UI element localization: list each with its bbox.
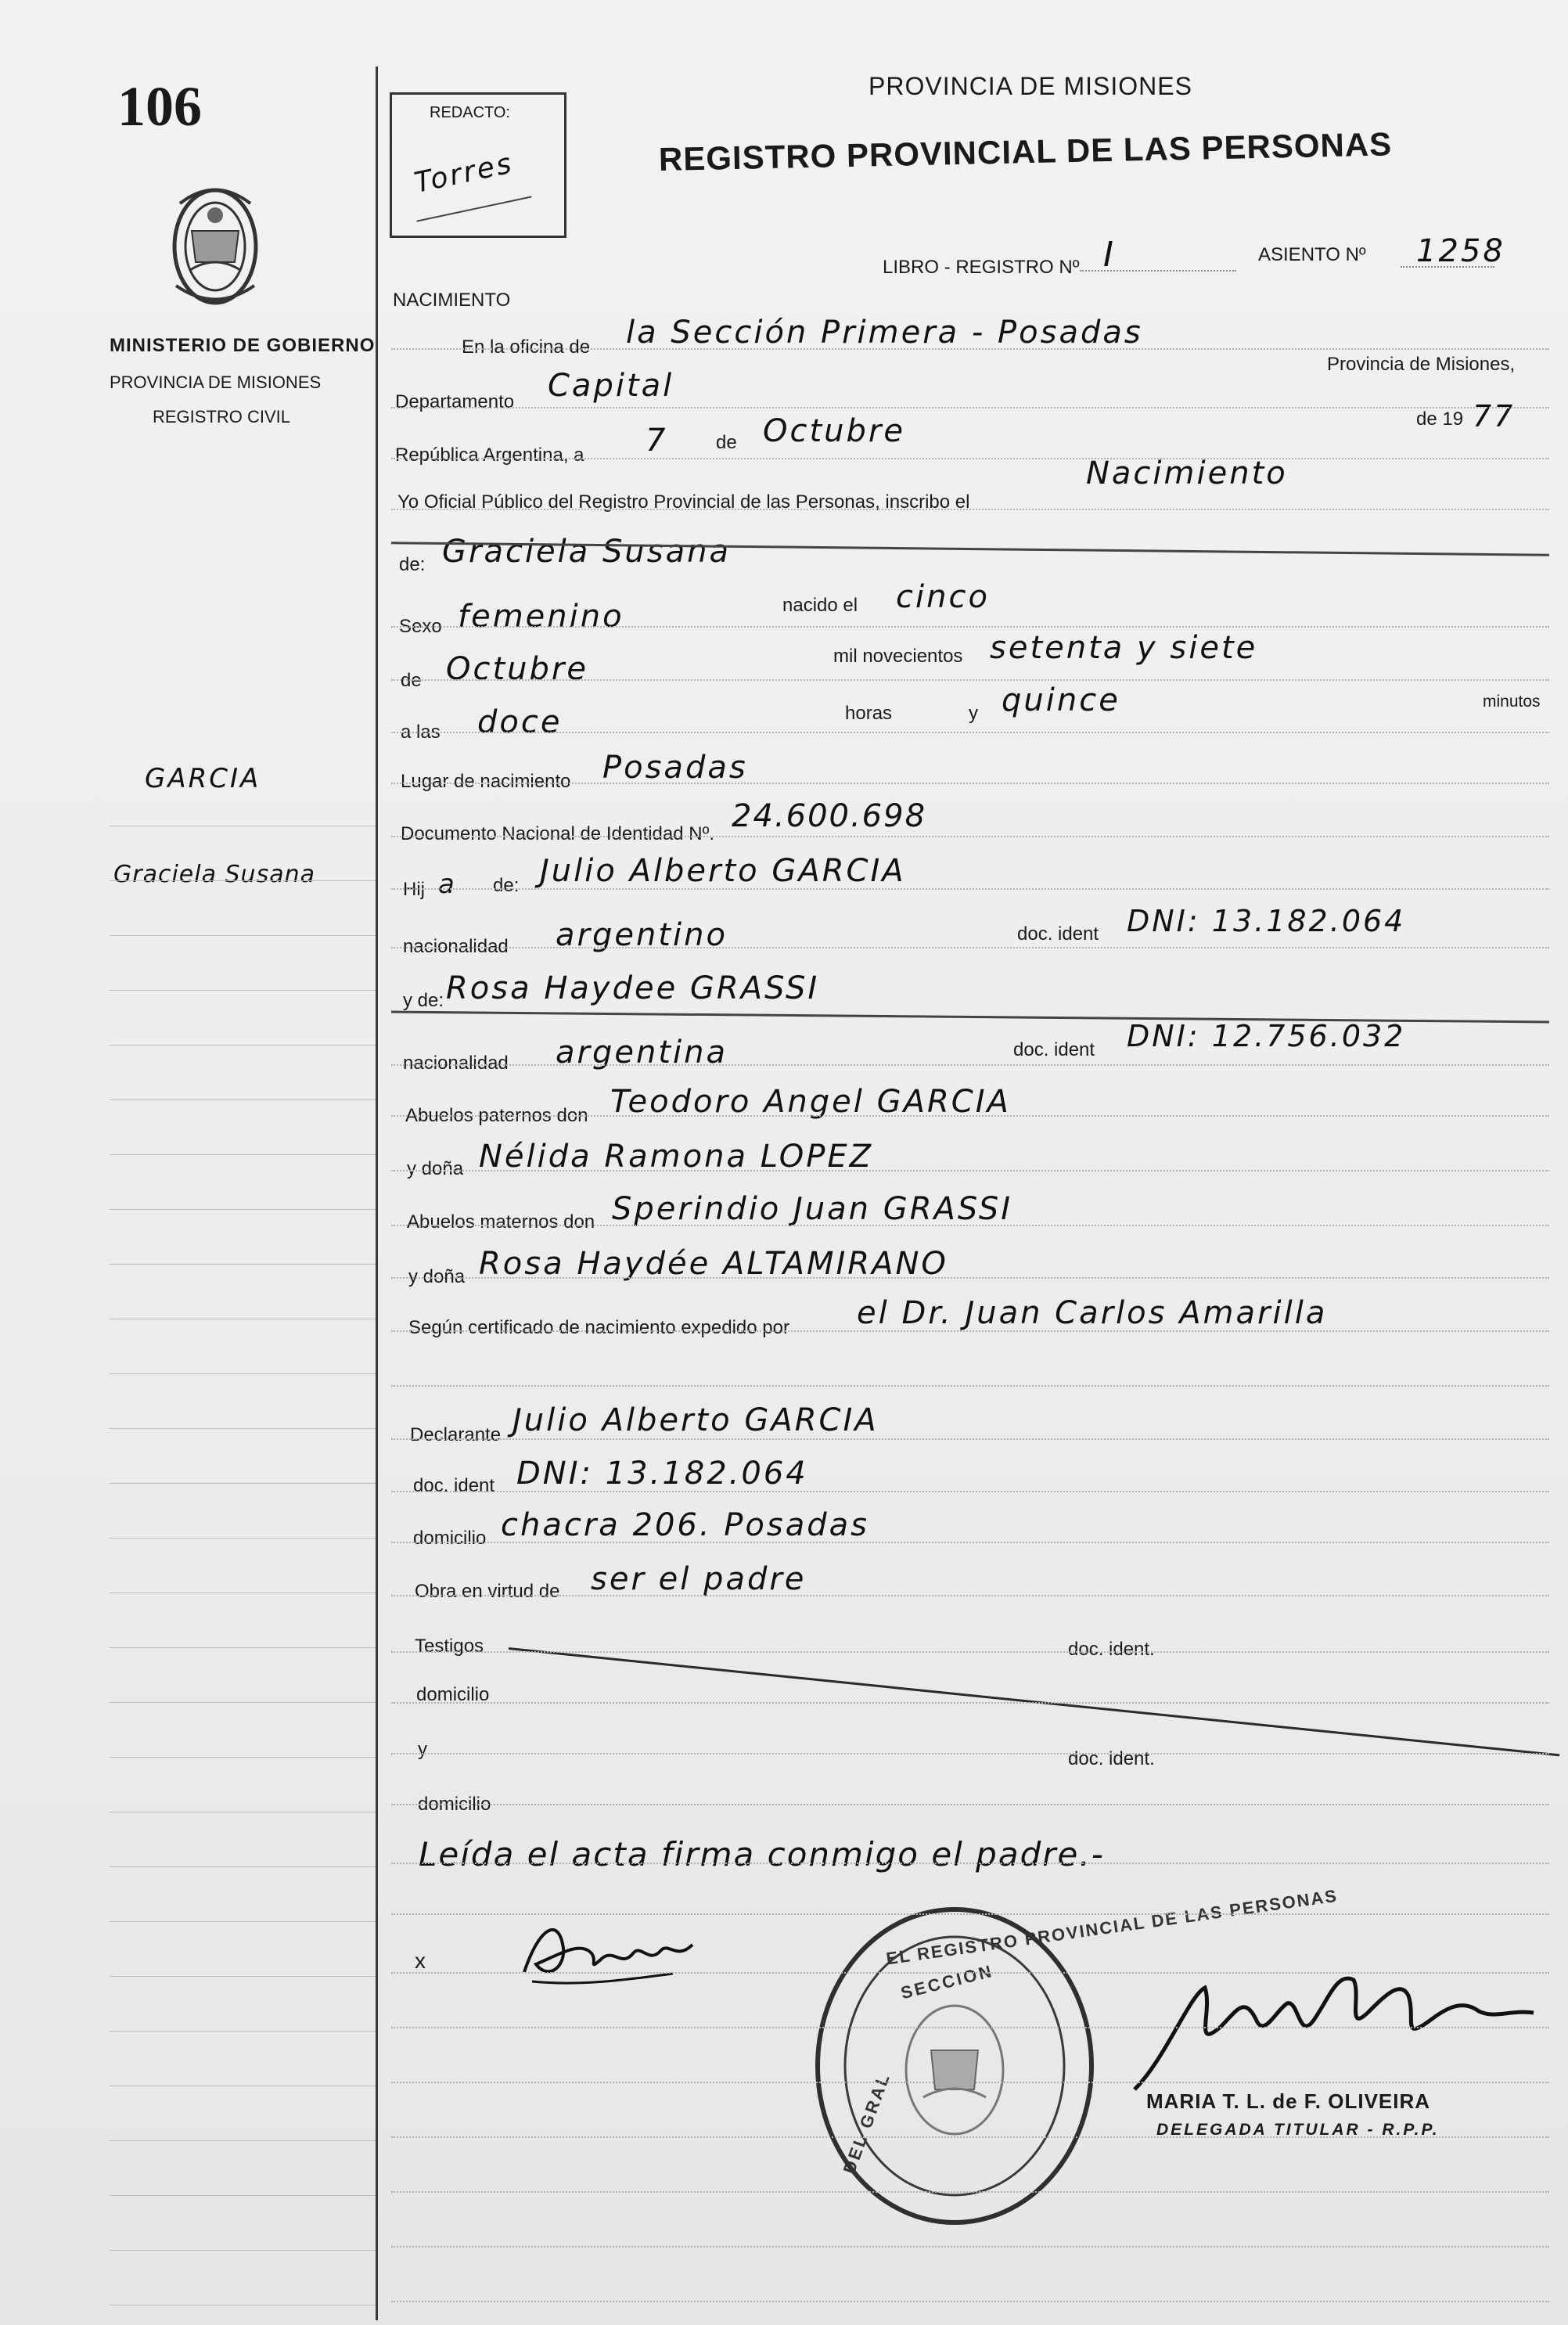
asiento-value: 1258 xyxy=(1416,233,1505,269)
margin-ruled-line xyxy=(110,1976,376,1977)
sex-value: femenino xyxy=(458,599,624,635)
child-label: Hij xyxy=(403,879,425,900)
dni-label: Documento Nacional de Identidad Nº. xyxy=(401,823,715,844)
acts-by-value: ser el padre xyxy=(591,1561,807,1597)
minutes-label: minutos xyxy=(1483,693,1541,711)
margin-ruled-line xyxy=(110,1866,376,1867)
margin-ruled-line xyxy=(110,880,376,881)
margin-ruled-line xyxy=(110,1483,376,1484)
body-ruled-line xyxy=(391,1438,1549,1440)
body-ruled-line xyxy=(391,1542,1549,1543)
month-value: Octubre xyxy=(763,413,905,449)
father-doc-label: doc. ident xyxy=(1017,923,1099,945)
office-label: En la oficina de xyxy=(462,337,591,358)
body-ruled-line xyxy=(391,626,1549,628)
margin-ruled-line xyxy=(110,2031,376,2032)
body-ruled-line xyxy=(391,1972,1549,1974)
body-ruled-line xyxy=(391,1702,1549,1704)
body-ruled-line xyxy=(391,2136,1549,2138)
redacto-label: REDACTO: xyxy=(430,104,510,121)
libro-value: I xyxy=(1103,235,1116,275)
body-ruled-line xyxy=(391,1491,1549,1492)
declarant-doc: DNI: 13.182.064 xyxy=(516,1456,808,1492)
margin-surname: GARCIA xyxy=(145,763,261,794)
stamp-outer-text: EL REGISTRO PROVINCIAL DE LAS PERSONAS xyxy=(885,1885,1340,1969)
header-title: REGISTRO PROVINCIAL DE LAS PERSONAS xyxy=(658,125,1393,178)
act-type-label: NACIMIENTO xyxy=(393,290,511,311)
ministry-province: PROVINCIA DE MISIONES xyxy=(110,373,322,392)
and-of-label: y de: xyxy=(403,990,444,1011)
republic-label: República Argentina, a xyxy=(395,444,584,466)
body-ruled-line xyxy=(391,1595,1549,1596)
born-month-value: Octubre xyxy=(446,651,588,687)
dni-value: 24.600.698 xyxy=(732,798,927,834)
domicile-label: domicilio xyxy=(413,1528,487,1549)
redacto-value: Torres xyxy=(412,147,516,200)
stamp-inner-text: SECCION xyxy=(898,1960,996,2003)
body-ruled-line xyxy=(391,888,1549,890)
margin-ruled-line xyxy=(110,990,376,991)
witness-domicile-label-2: domicilio xyxy=(418,1794,491,1815)
declarant-value: Julio Alberto GARCIA xyxy=(512,1402,879,1438)
maternal-grandfather: Sperindio Juan GRASSI xyxy=(612,1191,1013,1227)
mother-doc: DNI: 12.756.032 xyxy=(1127,1019,1406,1053)
margin-ruled-line xyxy=(110,2195,376,2196)
at-label: a las xyxy=(401,722,441,743)
body-ruled-line xyxy=(391,1277,1549,1279)
ministry-label: MINISTERIO DE GOBIERNO xyxy=(110,335,376,356)
witnesses-label: Testigos xyxy=(415,1636,484,1657)
body-ruled-line xyxy=(391,2082,1549,2083)
civil-registry-label: REGISTRO CIVIL xyxy=(153,407,291,426)
redacto-box xyxy=(390,92,566,238)
declarant-doc-label: doc. ident xyxy=(413,1475,495,1496)
asiento-label: ASIENTO Nº xyxy=(1258,244,1366,265)
margin-ruled-line xyxy=(110,1209,376,1210)
born-month-label: de xyxy=(401,670,422,691)
father-doc: DNI: 13.182.064 xyxy=(1127,904,1406,938)
body-ruled-line xyxy=(391,947,1549,948)
paternal-grandfather: Teodoro Angel GARCIA xyxy=(610,1084,1011,1120)
margin-ruled-line xyxy=(110,2250,376,2251)
hour-value: doce xyxy=(477,704,563,740)
sex-label: Sexo xyxy=(399,616,442,637)
body-ruled-line xyxy=(391,836,1549,837)
body-ruled-line xyxy=(391,783,1549,784)
body-ruled-line xyxy=(391,2027,1549,2028)
body-ruled-line xyxy=(391,1115,1549,1117)
witness-doc-label-1: doc. ident. xyxy=(1068,1639,1155,1660)
body-ruled-line xyxy=(391,407,1549,408)
body-ruled-line xyxy=(391,1225,1549,1226)
child-of-label: de: xyxy=(493,875,520,896)
born-day-value: cinco xyxy=(896,579,990,615)
margin-given-names: Graciela Susana xyxy=(113,861,315,888)
mother-nationality-label: nacionalidad xyxy=(403,1053,509,1074)
department-value: Capital xyxy=(548,368,674,404)
margin-ruled-line xyxy=(110,1264,376,1265)
body-ruled-line xyxy=(391,2246,1549,2248)
margin-ruled-line xyxy=(110,1538,376,1539)
body-ruled-line xyxy=(391,1913,1549,1915)
body-ruled-line xyxy=(391,1385,1549,1387)
body-ruled-line xyxy=(391,732,1549,733)
province-label: Provincia de Misiones, xyxy=(1327,354,1516,375)
header-province: PROVINCIA DE MISIONES xyxy=(869,72,1192,100)
margin-ruled-line xyxy=(110,1921,376,1922)
paternal-dona-label: y doña xyxy=(407,1158,464,1179)
declarant-signature-icon xyxy=(516,1909,704,1996)
certificate-value: el Dr. Juan Carlos Amarilla xyxy=(857,1295,1328,1331)
libro-label: LIBRO - REGISTRO Nº xyxy=(883,257,1080,278)
year-label: de 19 xyxy=(1416,408,1464,430)
stamp-side-text: DEL GRAL xyxy=(839,2069,894,2177)
margin-ruled-line xyxy=(110,1428,376,1429)
y-label: y xyxy=(969,703,978,724)
witness-domicile-label-1: domicilio xyxy=(416,1684,490,1705)
body-ruled-line xyxy=(391,509,1549,510)
mother-doc-label: doc. ident xyxy=(1013,1039,1095,1060)
coat-of-arms-icon xyxy=(160,176,270,317)
maternal-label: Abuelos maternos don xyxy=(407,1211,595,1233)
maternal-dona-label: y doña xyxy=(408,1266,466,1287)
hours-label: horas xyxy=(845,703,893,724)
witness-y-label: y xyxy=(418,1739,427,1760)
name-value: Graciela Susana xyxy=(442,534,731,570)
acts-by-label: Obra en virtud de xyxy=(415,1581,560,1602)
birthplace-value: Posadas xyxy=(602,750,748,786)
margin-ruled-line xyxy=(110,1373,376,1374)
office-value: la Sección Primera - Posadas xyxy=(626,315,1143,351)
born-label: nacido el xyxy=(782,595,858,616)
body-ruled-line xyxy=(391,679,1549,681)
body-ruled-line xyxy=(391,458,1549,459)
officer-value: Nacimiento xyxy=(1086,455,1288,491)
mother-nationality: argentina xyxy=(556,1035,728,1071)
father-value: Julio Alberto GARCIA xyxy=(540,853,906,889)
body-ruled-line xyxy=(391,1064,1549,1066)
mother-value: Rosa Haydee GRASSI xyxy=(446,970,820,1006)
official-signature-icon xyxy=(1119,1964,1541,2105)
officer-label: Yo Oficial Público del Registro Provincial de las Personas, inscribo el xyxy=(397,491,970,513)
margin-ruled-line xyxy=(110,1702,376,1703)
paternal-label: Abuelos paternos don xyxy=(405,1105,588,1126)
closing-note: Leída el acta firma conmigo el padre.- xyxy=(419,1835,1105,1873)
declarant-label: Declarante xyxy=(410,1424,502,1445)
paternal-grandmother: Nélida Ramona LOPEZ xyxy=(479,1139,874,1175)
thousand-label: mil novecientos xyxy=(833,646,963,667)
body-ruled-line xyxy=(391,1651,1549,1653)
year-value: 77 xyxy=(1473,399,1516,434)
department-label: Departamento xyxy=(395,391,515,412)
witness-doc-label-2: doc. ident. xyxy=(1068,1748,1155,1769)
margin-ruled-line xyxy=(110,1647,376,1648)
margin-ruled-line xyxy=(110,935,376,936)
of-label: de: xyxy=(399,554,426,575)
margin-ruled-line xyxy=(110,2140,376,2141)
body-ruled-line xyxy=(391,1170,1549,1171)
body-ruled-line xyxy=(391,2301,1549,2302)
born-year-value: setenta y siete xyxy=(990,630,1258,666)
child-suffix: a xyxy=(438,869,457,900)
official-title: DELEGADA TITULAR - R.P.P. xyxy=(1156,2121,1440,2139)
father-nationality: argentino xyxy=(556,917,728,953)
maternal-grandmother: Rosa Haydée ALTAMIRANO xyxy=(479,1246,948,1282)
margin-ruled-line xyxy=(110,1154,376,1155)
certificate-label: Según certificado de nacimiento expedido por xyxy=(408,1317,789,1338)
margin-ruled-line xyxy=(110,1045,376,1046)
official-name: MARIA T. L. de F. OLIVEIRA xyxy=(1146,2089,1431,2113)
x-mark: x xyxy=(415,1949,426,1973)
domicile-value: chacra 206. Posadas xyxy=(501,1507,869,1543)
father-nationality-label: nacionalidad xyxy=(403,936,509,957)
margin-ruled-line xyxy=(110,1757,376,1758)
body-ruled-line xyxy=(391,1863,1549,1864)
body-ruled-line xyxy=(391,1330,1549,1332)
body-ruled-line xyxy=(391,2191,1549,2193)
column-divider xyxy=(376,67,378,2320)
day-value: 7 xyxy=(646,423,668,459)
body-ruled-line xyxy=(391,1753,1549,1755)
body-ruled-line xyxy=(391,1804,1549,1805)
birthplace-label: Lugar de nacimiento xyxy=(401,771,571,792)
date-de-label: de xyxy=(716,432,737,453)
minutes-value: quince xyxy=(1002,682,1120,718)
page-number: 106 xyxy=(117,75,202,138)
body-ruled-line xyxy=(391,348,1549,350)
